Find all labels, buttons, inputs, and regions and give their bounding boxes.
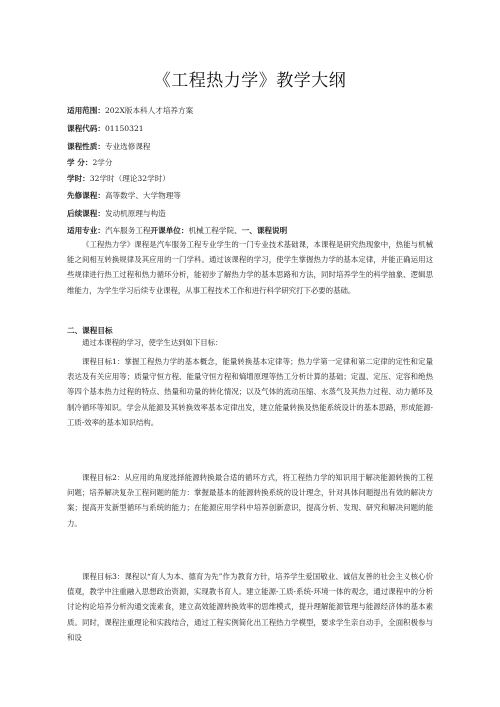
meta-course-nature (67, 142, 151, 152)
meta-label: 学时： (67, 174, 90, 183)
meta-label: 后续课程： (67, 209, 105, 218)
meta-label: 课程性质： (67, 142, 105, 151)
meta-hours (67, 174, 170, 184)
meta-value: 机械工程学院 (188, 226, 235, 235)
meta-value: 高等数学、大学物理等 (104, 191, 181, 200)
meta-label: 开课单位： (150, 226, 189, 235)
intro-paragraph: 《工程热力学》课程是汽车服务工程专业学生的一门专业技术基础课，本课程是研究热现象中，热能与机械能之间相互转换规律及其应用的一门学科。通过该课程的学习，使学生掌握热力学的基本定律，并能正确运用这些规律进行热工过程和热力循环分析，能初步了解热力学的基本思路和方法，同时培养学生的科学抽象、逻辑思维能力，为学生学习后续专业课程，从事工程技术工作和进行科学研究打下必要的基础。 (67, 240, 433, 295)
goal-1-paragraph: 课程目标1：掌握工程热力学的基本概念，能量转换基本定律等；热力学第一定律和第二定律的定性和定量表达及有关应用等；质量守恒方程、能量守恒方程和熵增原理等热工分析计算的基础；定温、定压、定容和绝热等四个基本热力过程的特点、热量和功量的转化情况；以及气体的流动压缩、水蒸气及其热力过程、动力循环及制冷循环等知识。学会从能源及其转换效率基本定律出发，建立能量转换及热能系统设计的基本思路，形成能源-工质-效率的基本知识结构。 (67, 357, 433, 427)
goal-3-paragraph: 课程目标3：课程以“育人为本、德育为先”作为教育方针，培养学生爱国敬业、诚信友善的社会主义核心价值观，教学中注重融入思想政治资源，实现教书育人。建立能源-工质-系统-环境一体的观念，通过课程中的分析讨论构论培养分析沟通交流素食，建立高效能源转换效率的思维模式，提升理解能源管理与能源经济体的基本素质。同时，课程注重理论和实践结合，通过工程实例简化出工程热力学模型，要求学生亲自动手，全面积极参与和设 (67, 572, 433, 642)
meta-label: 适用范围： (67, 106, 105, 115)
section-heading: 一、课程说明 (241, 226, 288, 235)
meta-follow-up (67, 209, 166, 219)
meta-value: 专业选修课程 (104, 142, 151, 151)
goals-intro: 通过本课程的学习，使学生达到如下目标： (82, 338, 223, 347)
meta-credits (67, 158, 112, 168)
document-title: 《工程热力学》教学大纲 (153, 71, 347, 91)
meta-value: 01150321 (104, 124, 144, 133)
goal-2-paragraph: 课程目标2：从应用的角度选择能源转换最合适的循环方式，将工程热力学的知识用于解决能源转换的工程问题；培养解决复杂工程问题的能力：掌握最基本的能源转换系统的设计理念，针对具体问题提出有效的解决方案；提高开发新型循环与系统的能力；在能源应用学科中培养创新意识，提高分析、发现、研究和解决问题的能力。 (67, 473, 433, 528)
meta-value: 32学时（理论32学时） (89, 174, 170, 183)
meta-major-unit (67, 226, 287, 236)
meta-label: 先修课程： (67, 191, 105, 200)
meta-label: 适用专业： (67, 226, 105, 235)
meta-value: 2学分 (92, 158, 113, 167)
meta-value: 汽车服务工程 (104, 226, 151, 235)
separator: 、 (234, 226, 242, 235)
section-heading: 二、课程目标 (67, 326, 113, 335)
meta-value: 202X版本科人才培养方案 (104, 106, 194, 115)
meta-scope (67, 106, 193, 116)
meta-course-code (67, 124, 144, 134)
meta-label: 课程代码： (67, 124, 105, 133)
meta-prerequisites (67, 191, 181, 201)
meta-value: 发动机原理与构造 (104, 209, 166, 218)
meta-label: 学 分： (67, 158, 93, 167)
